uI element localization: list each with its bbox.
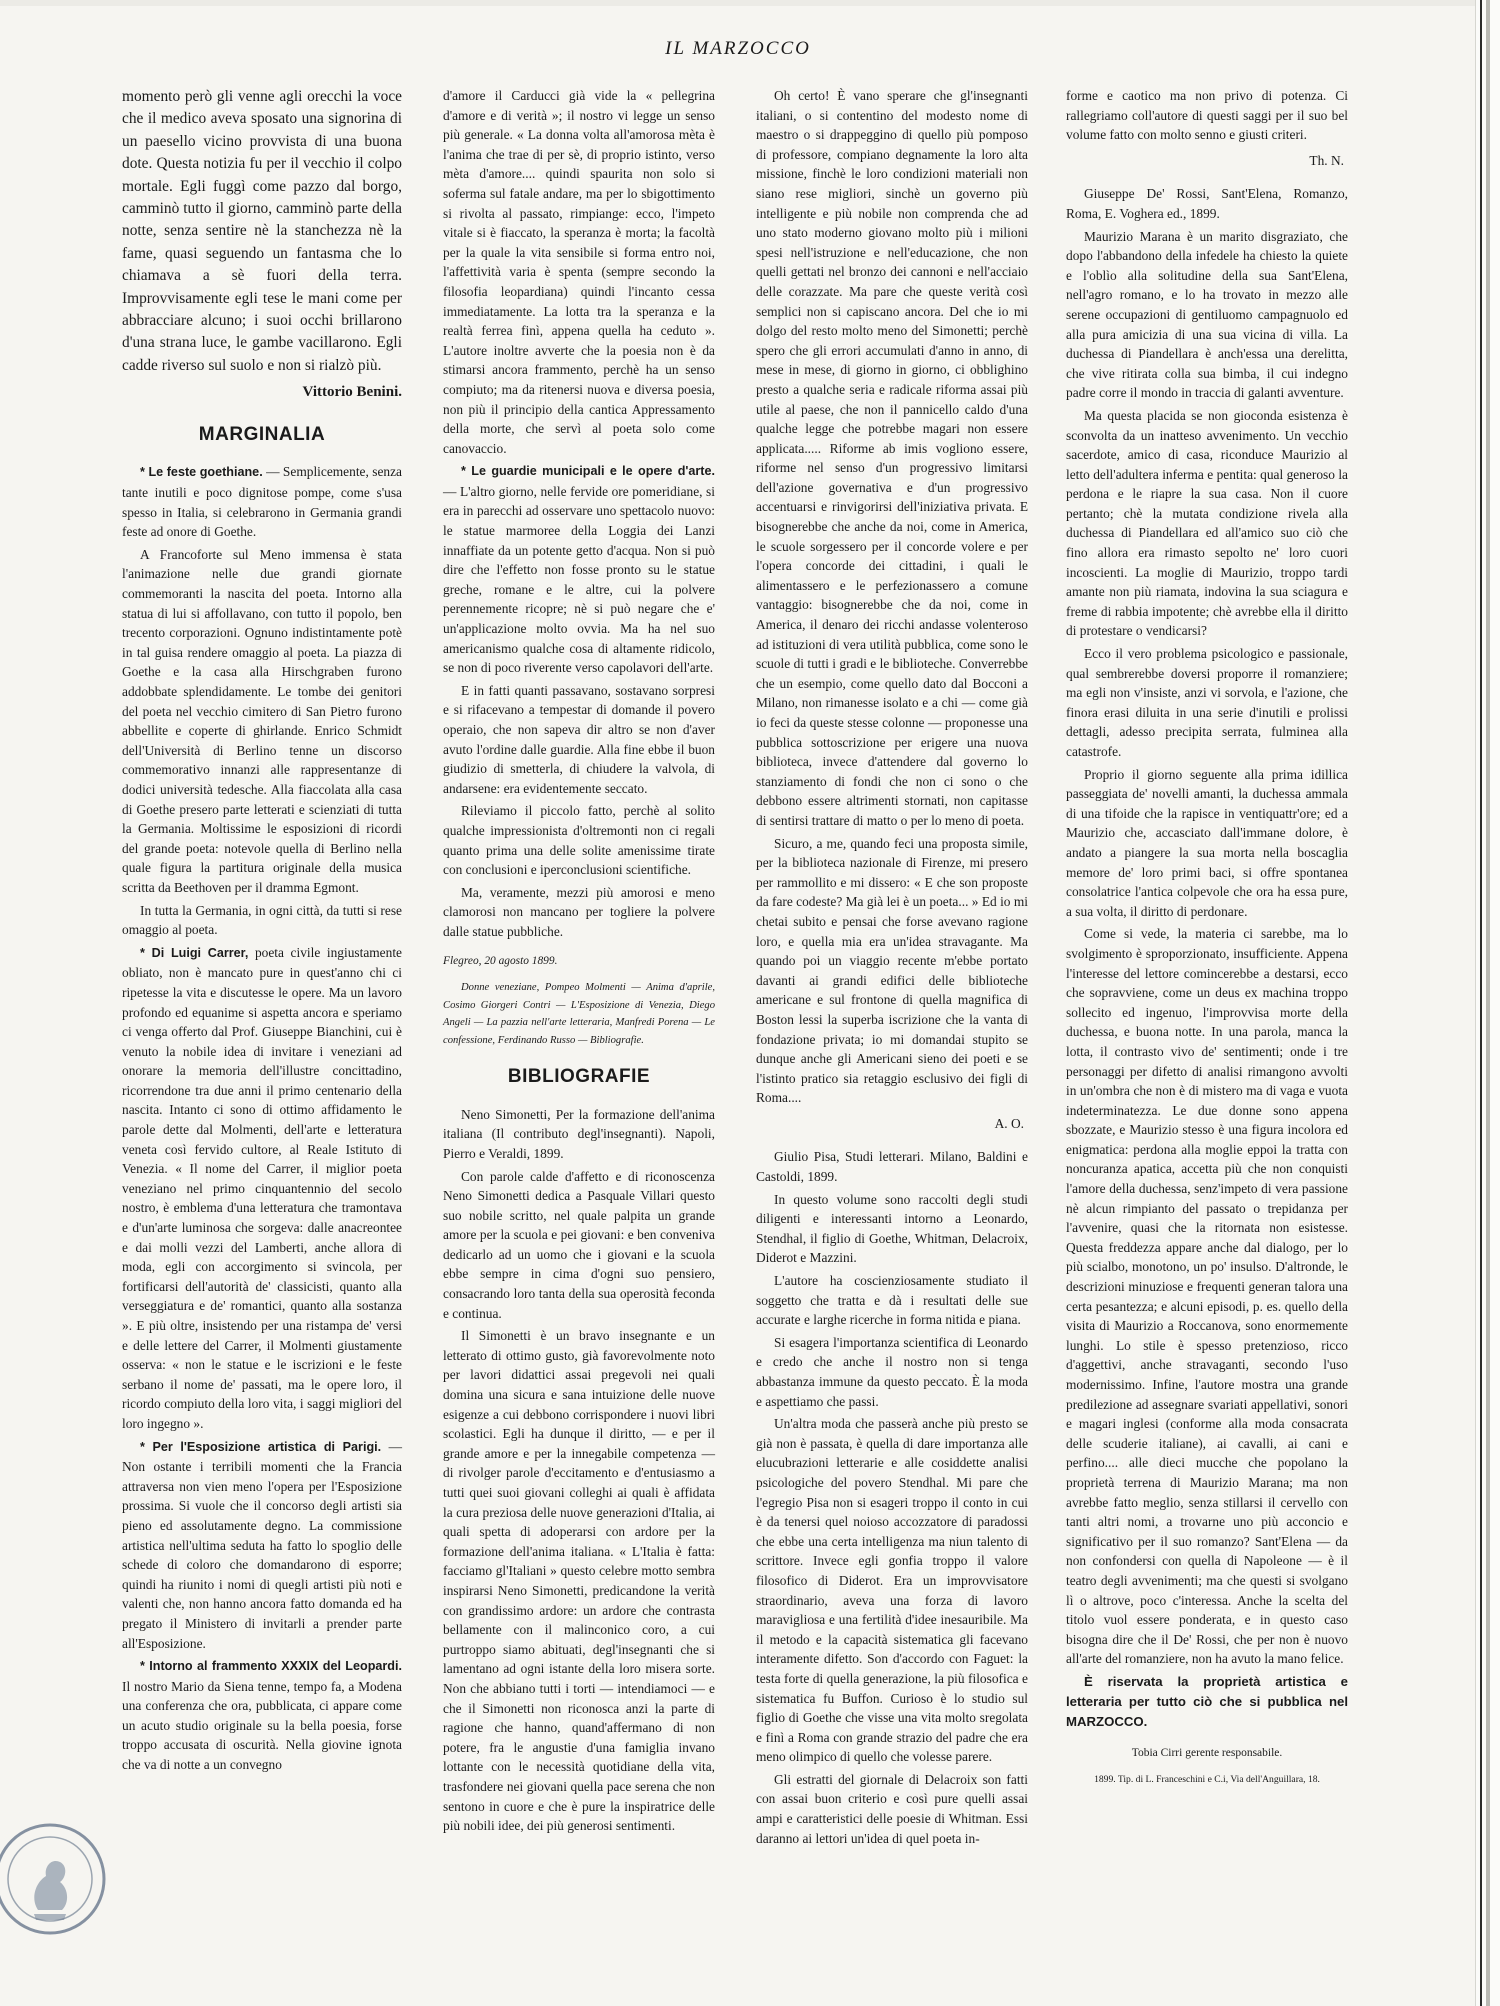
copyright-notice: È riservata la proprietà artistica e letteraria per tutto ciò che si pubblica nel MARZOCCO. [1066,1673,1348,1729]
carrer-kicker: * Di Luigi Carrer, [140,945,249,960]
simonetti-paragraph-3: Oh certo! È vano sperare che gl'insegnanti italiani, o si contentino del modesto nome di maestro o si drappeggino di quello più pomposo di professore, compiano degnamente la loro alta missione, finchè le loro condizioni materiali non siano rese migliori, sinchè un governo più intelligente e più nobile non comprenda che ad uno stato moderno giovano molto più i milioni spesi nell'istruzione e nell'educazione, che non quelli gettati nel bronzo dei cannoni e nell'acciaio delle corazzate. Ma pare che queste verità così semplici non si capiscano ancora. Del che io mi dolgo del resto molto meno del Simonetti; perchè spero che gli errori accumulati d'anno in anno, di mese in mese, di giorno in giorno, ci obblighino presto a qualche seria e radicale riforma assai più utile al paese, che non il pannicello caldo d'una qualche legge che potrebbe magari non essere applicata..... Riforme ab imis vogliono essere, riforme nel senso d'un progressivo limitarsi dell'azione governativa e d'un progressivo accentuarsi e rinvigorirsi dell'iniziativa privata. E bisognerebbe che anche da noi, come in America, le scuole sorgessero per il concorde volere e per l'opera concorde dei cittadini, i quali le alimentassero e le perfezionassero a comune vantaggio: bisognerebbe che da noi, come in America, il denaro dei ricchi andasse volenteroso ad istituzioni di vera utilità pubblica, come sono le scuole di tutti i gradi e le biblioteche. Converrebbe che un esempio, come quello dato dal Bocconi a Milano, non rimanesse isolato e a chi — come già io feci da queste stesse colonne — proponesse una pubblica sottoscrizione per erigere una nuova biblioteca, invece d'attendere dal governo lo stanziamento di fondi che non ci sono o che debbono essere altrimenti stornati, non capitasse di sentirsi trattare di matto o per lo meno di poeta. [756,88,1028,828]
rossi-paragraph-3: Ecco il vero problema psicologico e passionale, qual sembrerebbe doversi proporre il romanziere; ma egli non v'insiste, anzi vi sorvola, e l'azione, che finora erasi diluita in una serie d'inutili e prolissi dettagli, adesso precipita serrata, fulminea alla catastrofe. [1066,646,1348,759]
rossi-paragraph-2: Ma questa placida se non gioconda esistenza è sconvolta da un inatteso avvenimento. Un vecchio sacerdote, amico di casa, riconduce Maurizio al letto dell'adultera inferma e pentita: qual generoso la perdona e le riapre la sua casa. Non il cuore pertanto; chè la mutata condizione rivela alla duchessa di Piandellara ed all'amico suo ciò che fino allora era rimasto sepolto ne' loro cuori incoscienti. La moglie di Maurizio, troppo tardi amante non più riamata, indovina la sua sciagura e freme di rabbia impotente; chè avrebbe ella il diritto di protestare o vendicarsi? [1066,407,1348,639]
guardie-kicker: * Le guardie municipali e le opere d'arte. [461,464,715,479]
library-stamp [0,1818,122,1940]
scan-right-edge [1475,0,1500,2006]
goethe-paragraph-3: In tutta la Germania, in ogni città, da tutti si rese omaggio al poeta. [122,902,402,938]
parigi-kicker: * Per l'Esposizione artistica di Parigi. [140,1439,382,1454]
guardie-paragraph-4: Ma, veramente, mezzi più amorosi e meno clamorosi non mancano per togliere la polvere dalle statue pubbliche. [443,884,715,939]
story-ending: momento però gli venne agli orecchi la voce che il medico aveva sposato una signorina di un paesello vicino provvista di una buona dote. Questa notizia fu per il vecchio il colpo mortale. Egli fuggì come pazzo dal borgo, camminò tutto il giorno, camminò parte della notte, senza sentire nè la stanchezza nè la fame, quasi seguendo un fantasma che lo chiamava a sè fuori della terra. Improvvisamente egli tese le mani come per abbracciare alcuno; i suoi occhi brillarono d'una strana luce, le gambe vacillarono. Egli cadde riverso sul suolo e non si rialzò più. [122,88,402,374]
column-1 [122,86,402,1778]
section-title-marginalia: MARGINALIA [198,423,326,445]
guardie-text-1: — L'altro giorno, nelle fervide ore pomeridiane, si era in parecchi ad osservare uno spettacolo nuovo: le statue marmoree della Loggia dei Lanzi innaffiate da un potente getto d'acqua. Non si può dire che l'effetto non fosse pronto su le statue greche, romane e le altre, cui la polvere perennemente ricopre; nè si può negare che e' un'applicazione molto ovvia. Ma ha nel suo americanismo qualche cosa di altamente ridicolo, se non di poco riverente verso capolavori dell'arte. [443,483,715,676]
review-initials-thn: Th. N. [1309,152,1344,168]
leopardi-kicker: * Intorno al frammento XXXIX del Leopardi. [140,1659,402,1674]
pisa-paragraph-4: Un'altra moda che passerà anche più presto se già non è passata, è quella di dare importanza alle elucubrazioni letterarie e alle cosiddette analisi psicologiche del povero Stendhal. Mi pare che l'egregio Pisa non si esageri troppo il conto in cui è da tenersi quel noioso accozzatore di paradossi che ebbe una certa intelligenza ma niun talento di scrittore. Invece egli gonfia troppo il valore filosofico di Diderot. Era un improvvisatore straordinario, aveva una forza di lavoro maravigliosa e una fertilità d'idee inesauribile. Ma il metodo e la capacità sistematica gli facevano interamente difetto. Son d'accordo con Faguet: la testa forte di quella generazione, la più filosofica e sistematica fu Buffon. Curioso è lo studio sul figlio di Goethe che visse una vita molto sregolata e finì a Roma con grande strazio del padre che era meno olimpico di quello che volesse parere. [756,1416,1028,1765]
issue-dateline: Flegreo, 20 agosto 1899. [443,954,558,967]
goethe-text-1: — Semplicemente, senza tante inutili e poco dignitose pompe, come s'usa spesso in Italia, si celebrarono in Germania grandi feste ad onore di Goethe. [122,464,402,540]
guardie-paragraph-3: Rileviamo il piccolo fatto, perchè al solito qualche impressionista d'oltremonti non ci regali quanto prima una delle solite amenissime tirate con conclusioni e iperconclusioni scientifiche. [443,803,715,878]
pisa-paragraph-5: Gli estratti del giornale di Delacroix son fatti con assai buon criterio e così pure quelli assai ampi e caratteristici delle poesie di Whitman. Essi daranno ai lettori un'idea di quel poeta in- [756,1771,1028,1846]
goethe-paragraph-2: A Francoforte sul Meno immensa è stata l'animazione nelle due grandi giornate commemoranti la nascita del poeta. Intorno alla statua di lui si affollavano, con tutto il popolo, ben trecento corporazioni. Ognuno indistintamente potè in tal guisa rendere omaggio al poeta. La piazza di Goethe e la casa alla Hirschgraben furono addobbate splendidamente. Le tombe dei genitori del poeta nel vecchio cimitero di San Pietro furono abbellite e coperte di ghirlande. Enrico Schmidt dell'Università di Berlino tenne un discorso commemorativo innanzi alle rappresentanze di dodici università tedesche. Alla fiaccolata alla casa di Goethe presero parte letterati e scienziati di tutta la Germania. Moltissime le esposizioni di ricordi del grande poeta: notevole quella di Berlino nella quale figura la partitura originale della musica scritta da Beethoven per il dramma Egmont. [122,546,402,895]
simonetti-heading: Neno Simonetti, Per la formazione dell'anima italiana (Il contributo degl'insegnanti). Napoli, Pierro e Veraldi, 1899. [443,1106,715,1161]
scan-top-edge [0,0,1500,6]
section-title-bibliografie: BIBLIOGRAFIE [507,1066,651,1088]
column-2 [443,86,715,1839]
parigi-text: — Non ostante i terribili momenti che la Francia attraversa non vien meno l'opera per l'Esposizione prossima. Si vuole che il concorso degli artisti sia pieno ed assolutamente degno. La commissione artistica nell'ultima seduta ha fatto lo spoglio delle schede di coloro che domandarono di esporre; quindi ha riunito i nomi di quegli artisti più noti e valenti che, non hanno ancora fatto domanda ed ha pregato il Ministero di invitarli a prender parte all'Esposizione. [122,1438,402,1651]
goethe-paragraph-1 [122,462,402,541]
column-4 [1066,86,1348,1789]
pisa-heading: Giulio Pisa, Studi letterari. Milano, Baldini e Castoldi, 1899. [756,1149,1028,1185]
column-3 [756,86,1028,1851]
pisa-continuation: forme e caotico ma non privo di potenza. Ci rallegriamo coll'autore di questi saggi per il suo bel volume fatto con molto senno e giusti criteri. [1066,88,1348,143]
leopardi-paragraph [122,1656,402,1775]
review-initials-ao: A. O. [994,1115,1024,1131]
rossi-heading: Giuseppe De' Rossi, Sant'Elena, Romanzo, Roma, E. Voghera ed., 1899. [1066,186,1348,221]
guardie-paragraph-1 [443,461,715,678]
guardie-paragraph-2: E in fatti quanti passavano, sostavano sorpresi e si rifacevano a tempestar di domande il povero operaio, che non sapeva dir altro se non d'aver avuto l'ordine dalle guardie. Alla fine ebbe il buon giudizio di smetterla, di chiudere la valvola, di andarsene: era evidentemente seccato. [443,682,715,796]
carrer-paragraph [122,943,402,1434]
pisa-paragraph-3: Si esagera l'importanza scientifica di Leonardo e credo che anche il nostro non si tenga abbastanza immune da questo peccato. È la moda e aspettiamo che passi. [756,1334,1028,1409]
leopardi-continuation: d'amore il Carducci già vide la « pellegrina d'amore e di verità »; il nostro vi legge un senso più generale. « La donna volta all'amorosa mèta è l'anima che trae di per sè, di proprio istinto, verso mèta d'amore.... quindi spaurita non solo si soferma sul fatale andare, ma per lo sbigottimento si rivolta al passato, rimpiange: ecco, l'impeto vitale si è fiaccato, la speranza è morta; la facoltà per la quale la vita sensibile si forma entro noi, l'affettività varia è spenta (sempre secondo la filosofia leopardiana) quindi l'incanto cessa immediatamente. La lotta tra la speranza e la realtà ferrea finì, appena quella ha ceduto ». L'autore inoltre avverte che la poesia non è da stimarsi ancora frammento, perchè ha un senso compiuto; ma da ritenersi nuova e diversa poesia, non più il principio della cantica Appressamento della morte, che servì al poeta solo come canovaccio. [443,88,715,456]
printer-imprint: 1899. Tip. di L. Franceschini e C.i, Via dell'Anguillara, 18. [1094,1773,1320,1785]
page-masthead: IL MARZOCCO [665,38,811,59]
issue-summary: Donne veneziane, Pompeo Molmenti — Anima d'aprile, Cosimo Giorgeri Contri — L'Esposizione di Venezia, Diego Angeli — La pazzia nell'arte letteraria, Manfredi Porena — Le confessione, Ferdinando Russo — Bibliografie. [443,982,715,1046]
carrer-text: poeta civile ingiustamente obliato, non è mancato pure in quest'anno chi ci ripetesse la vita e discutesse le opere. Ma un lavoro profondo ed equanime si aspetta ancora e speriamo ci venga offerto dal Prof. Giuseppe Bianchini, cui è venuto la nobile idea di invitare i veneziani ad onorare la memoria dell'illustre concittadino, ricorrendone tra due anni il primo centenario della nascita. Intanto ci sono di ottimo affidamento le parole dette dal Molmenti, dell'arte e letteratura veneta così fervido cultore, al Reale Istituto di Venezia. « Il nome del Carrer, il miglior poeta veneziano nel primo cinquantennio del secolo nostro, è emblema d'una letteratura che tramontava e d'un'arte luminosa che sorgeva: dalle anacreontee e dai molli vezzi del Lamberti, anche allora di moda, egli con accorgimento si svincola, per fortificarsi dell'autorità de' classicisti, quanto alla verseggiatura e de' romantici, quanto alla sostanza ». E più oltre, insistendo per una ristampa de' versi e delle lettere del Carrer, il Molmenti giustamente osserva: « non le statue e le iscrizioni e le feste serbano il nome de' passati, ma le opere loro, il ricordo compiuto della loro vita, i saggi migliori del loro ingegno ». [122,944,402,1431]
simonetti-paragraph-4: Sicuro, a me, quando feci una proposta simile, per la biblioteca nazionale di Firenze, mi presero per rammollito e mi dissero: « E che son proposte da fare codeste? Ma già lei è un poeta... » Ed io mi chetai subito e pensai che forse avevano ragione loro, e quella mia era un'idea stravagante. Ma quando poi un viaggio recente m'ebbe portato davanti ai grandi edifici delle biblioteche americane e sul frontone di quella magnifica di Boston lessi la superba iscrizione che la vanta di fondazione privata; io mi domandai stupito se dunque anche gli Americani sieno dei poeti e se l'istinto pratico sia retaggio esclusivo dei figli di Roma.... [756,835,1028,1106]
rossi-paragraph-1: Maurizio Marana è un marito disgraziato, che dopo l'abbandono della infedele ha chiesto la quiete e l'oblìo alla solitudine della sua Sant'Elena, nell'agro romano, e lo ha trovato in mezzo alle serene occupazioni di gentiluomo campagnuolo ed alla pura amicizia di una sua vicina di villa. La duchessa di Piandellara è anch'essa una derelitta, che vive ritirata colla sua bimba, il cui indegno padre corre il mondo in traccia di galanti avventure. [1066,228,1348,401]
pisa-paragraph-1: In questo volume sono raccolti degli studi diligenti e interessanti intorno a Leonardo, Stendhal, il figlio di Goethe, Whitman, Delacroix, Diderot e Mazzini. [756,1191,1028,1266]
simonetti-paragraph-2: Il Simonetti è un bravo insegnante e un letterato di ottimo gusto, già favorevolmente noto per lavori didattici assai pregevoli nei quali domina una sicura e sana intuizione delle nuove esigenze a cui debbono corrispondere i nuovi libri scolastici. Egli ha dunque il diritto, — e per il grande amore e per la innegabile competenza — di rivolger parole d'eccitamento e d'entusiasmo a tutti quei suoi giovani colleghi ai quali è affidata la cura preziosa delle nuove generazioni d'Italia, ai quali spetta di adoperarsi con ardore per la formazione dell'anima italiana. « L'Italia è fatta: facciamo gl'Italiani » questo celebre motto sembra inspirarsi Neno Simonetti, predicandone la verità con grandissimo ardore: un ardore che contrasta bellamente con il malinconico coro, a cui purtroppo siamo abituati, degl'insegnanti che si lamentano ad ogni istante della loro misera sorte. Non che abbiano tutti i torti — intendiamoci — e che il Simonetti non riconosca anzi la parte di ragione che hanno, quand'affermano di non potere, fra le angustie d'una famiglia invano lottante con le necessità quotidiane della vita, trasfondere nei giovani quella pace serena che non sentono in cuore e che è pure la inspiratrice delle più nobili idee, dei più generosi sentimenti. [443,1328,715,1834]
simonetti-paragraph-1: Con parole calde d'affetto e di riconoscenza Neno Simonetti dedica a Pasquale Villari questo suo nobile scritto, nel quale palpita un grande amore per la scuola e pei giovani: e ben conveniva dedicarlo ad un uomo che i giovani e la scuola ebbe sempre in cima d'ogni suo pensiero, consacrando loro tanta della sua operosità feconda e continua. [443,1168,715,1321]
leopardi-text: Il nostro Mario da Siena tenne, tempo fa, a Modena una conferenza che ora, pubblicata, ci appare come un acuto studio originale su la bella poesia, forse troppo accusata di oscurità. Nella giovine ignota che va di notte a un convegno [122,1678,402,1773]
author-signature: Vittorio Benini. [302,384,402,401]
pisa-paragraph-2: L'autore ha coscienziosamente studiato il soggetto che tratta e dà i resultati delle sue accurate e larghe ricerche in forma nitida e piana. [756,1273,1028,1328]
goethe-kicker: * Le feste goethiane. [140,465,263,480]
rossi-paragraph-4: Proprio il giorno seguente alla prima idillica passeggiata de' novelli amanti, la duchessa ammala di una tifoide che la rapisce in ventiquattr'ore; ed a Maurizio che, accasciato dall'immane dolore, è andato a piangere la sua morta nella boscaglia memore de' loro primi baci, si offre spontanea consolatrice l'antica colpevole che ora ha essa pure, a sua volta, il diritto di perdonare. [1066,766,1348,919]
parigi-paragraph [122,1437,402,1654]
responsible-manager: Tobia Cirri gerente responsabile. [1131,1746,1283,1759]
rossi-paragraph-5: Come si vede, la materia ci sarebbe, ma lo svolgimento è sproporzionato, insufficiente. Appena l'interesse del lettore comincerebbe a destarsi, ecco che sopravviene, come un deus ex machina troppo sollecito ed ingenuo, l'improvvisa morte della duchessa, e buona notte. In una parola, manca la lotta, il contrasto vivo de' sentimenti; onde i tre personaggi per difetto di analisi rimangono avvolti in un'ombra che non è di mistero ma di vaga e vuota indeterminatezza. Le due donne sono appena sbozzate, e Maurizio stesso è una figura incolora ed enigmatica: perdona alla moglie eppoi la tratta con noncuranza apatica, accetta più che non conquisti l'amore della duchessa, senz'impeto di vera passione nè alcun rimpianto del passato o trepidanza per l'avvenire, quasi che la ritornata non esistesse. Questa freddezza appare anche dal dialogo, per lo più scialbo, monotono, un po' insulso. D'altronde, le descrizioni minuziose e frequenti generan talora una certa pesantezza; e alcuni episodi, p. es. quello della visita di Maurizio a Roccanova, sono enormemente lunghi. Lo stile è spesso pretenzioso, ricco d'aggettivi, anche stravaganti, secondo l'uso modernissimo. Infine, l'autore mostra una grande predilezione ad assegnare svariati appellativi, sonori e magari inglesi (conforme alla moda consacrata delle scuderie italiane), ai cavalli, ai cani e perfino.... alle dieci mucche che popolano la proprietà terrena di Maurizio Marana; ma non avrebbe fatto meglio, senza stillarsi il cervello con tanti altri nomi, a trovarne uno più acconcio e significativo per il suo romanzo? Sant'Elena — da non confondersi con quella di Napoleone — è il teatro degli avvenimenti; ma che questi si svolgano lì o altrove, poco c'interessa. Anche la scelta del titolo vuol essere ponderata, e in questo caso bisogna dire che il De' Rossi, che per non è nuovo all'arte del romanziere, non ha avuto la mano felice. [1066,926,1348,1667]
